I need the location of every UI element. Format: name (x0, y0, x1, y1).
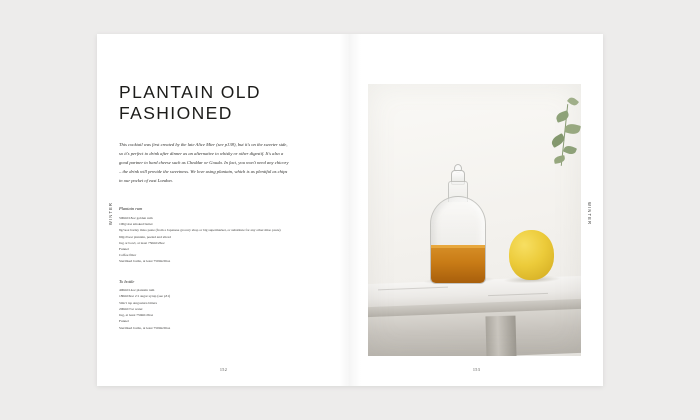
page-title: PLANTAIN OLD FASHIONED (119, 82, 261, 123)
ingredient-item: 100g/4oz smoked butter (119, 222, 153, 227)
cocktail-liquid (431, 245, 485, 283)
under-table-shadow (368, 309, 581, 356)
ingredient-item: 500ml/18oz golden rum (119, 215, 153, 220)
lemon (509, 230, 554, 280)
decanter-body (430, 196, 486, 284)
ingredient-item: 180ml/6oz 2:1 sugar syrup (see p31) (119, 294, 171, 299)
ingredient-item: Funnel (119, 319, 129, 324)
running-head-right: WINTER (587, 202, 592, 226)
ingredient-section-to-bottle (119, 278, 287, 331)
ingredient-item: Jug or bowl, at least 750ml/26oz (119, 240, 165, 245)
ingredient-item: 60g/2¼oz plantain, peeled and sliced (119, 234, 171, 239)
page-left (97, 34, 350, 386)
book-spread (97, 34, 603, 386)
recipe-intro-text: This cocktail was first created by the late Alice Mier (see p138), but it's on the sweeter side, so it's perfect to drink after dinner as an alternative to whisky or other digestif. It's also a good partner to hard cheese such as Cheddar or Gouda. In fact, you won't need any chicory – the drink will provide the sweetness. We love using plantain, which is as plentiful as chips in our pocket of east London. (119, 142, 289, 183)
ingredient-item: 8g/¼oz barley miso paste (from a Japanese grocery shop or big supermarket, or substitute for any other miso paste) (119, 228, 281, 233)
recipe-photo (368, 84, 581, 356)
ingredient-item: Sterilised bottle, at least 750ml/26oz (119, 325, 171, 330)
liquid-surface (431, 245, 485, 248)
section-heading: Plantain rum (119, 206, 143, 212)
ingredient-item: 5ml/1 tsp Angostura bitters (119, 300, 158, 305)
folio-left: 152 (219, 367, 228, 372)
folio-right: 153 (472, 367, 481, 372)
ingredient-item: Coffee filter (119, 253, 137, 258)
table-leg (485, 316, 516, 356)
section-heading: To bottle (119, 278, 135, 284)
ingredient-item: Sterilised bottle, at least 750ml/26oz (119, 259, 171, 264)
ingredient-item: Jug, at least 750ml/26oz (119, 313, 154, 318)
running-head-left: WINTER (108, 202, 113, 226)
ingredient-item: Funnel (119, 246, 129, 251)
ingredient-section-plantain-rum (119, 205, 287, 264)
page-right (350, 34, 603, 386)
ingredient-item: 200ml/7oz water (119, 306, 143, 311)
ingredient-item: 400ml/14oz plantain rum (119, 288, 155, 293)
